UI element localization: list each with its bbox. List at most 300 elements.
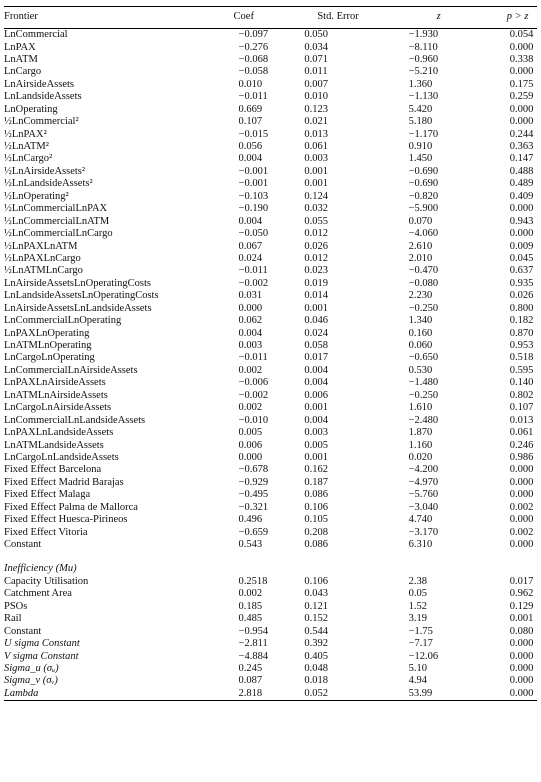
row-p: 0.000 — [509, 116, 534, 128]
row-std-error: 0.071 — [304, 53, 328, 65]
row-label: ½LnLandsideAssets² — [4, 178, 93, 190]
row-std-error: 0.162 — [304, 464, 328, 476]
row-z: 5.420 — [408, 103, 433, 115]
row-label: LnCargoLnAirsideAssets — [4, 402, 112, 414]
row-coef: 0.669 — [238, 103, 263, 115]
table-row — [4, 489, 537, 501]
row-z: −5.210 — [408, 66, 439, 78]
row-z: 1.160 — [408, 439, 433, 451]
row-std-error: 0.208 — [304, 526, 328, 538]
row-p: 0.986 — [509, 451, 534, 463]
row-p: 0.013 — [509, 414, 534, 426]
row-z: −0.470 — [408, 265, 439, 277]
row-std-error: 0.001 — [304, 402, 328, 414]
row-label: Capacity Utilisation — [4, 575, 89, 587]
row-z: −0.690 — [408, 165, 439, 177]
row-p: 0.000 — [509, 464, 534, 476]
row-p: 0.363 — [509, 141, 534, 152]
row-p: 0.000 — [509, 662, 534, 674]
table-row — [4, 601, 537, 613]
row-p: 0.000 — [509, 514, 534, 526]
row-coef: −0.929 — [238, 476, 269, 488]
row-label: LnPAXLnOperating — [4, 327, 90, 339]
row-z: 5.10 — [408, 662, 427, 674]
table-row — [4, 365, 537, 377]
table-row — [4, 303, 537, 315]
row-label: V sigma Constant — [4, 650, 79, 662]
row-coef: −4.884 — [238, 650, 269, 662]
row-label: Fixed Effect Malaga — [4, 489, 91, 501]
row-std-error: 0.003 — [304, 427, 328, 439]
table-row — [4, 452, 537, 464]
row-label: ½LnATM² — [4, 141, 49, 152]
row-p: 0.595 — [509, 364, 534, 376]
row-label: ½LnPAXLnCargo — [4, 252, 81, 264]
row-label: U sigma Constant — [4, 638, 80, 650]
row-coef: −0.001 — [238, 178, 269, 190]
row-coef: 0.056 — [238, 141, 263, 152]
row-coef: 2.818 — [179, 688, 300, 701]
row-p: 0.870 — [509, 327, 534, 339]
row-coef: −0.276 — [238, 41, 269, 53]
row-std-error: 0.055 — [304, 215, 328, 227]
row-p: 0.140 — [509, 377, 534, 389]
row-coef: 0.543 — [238, 539, 263, 550]
header-std-error: Std. Error — [299, 7, 363, 29]
row-p: 0.175 — [509, 78, 534, 90]
table-row — [4, 688, 537, 701]
inefficiency-title-row — [4, 563, 537, 575]
row-coef: 0.024 — [238, 252, 263, 264]
table-row — [4, 390, 537, 402]
row-coef: 0.005 — [238, 427, 263, 439]
table-row — [4, 340, 537, 352]
row-std-error: 0.043 — [304, 588, 328, 600]
row-coef: −0.011 — [238, 91, 268, 103]
row-label: LnAirsideAssets — [4, 78, 74, 90]
row-label: LnCommercialLnAirsideAssets — [4, 364, 138, 376]
row-z: −2.480 — [408, 414, 439, 426]
row-std-error: 0.007 — [304, 78, 328, 90]
row-std-error: 0.544 — [304, 625, 328, 637]
row-std-error: 0.086 — [304, 489, 328, 501]
row-std-error: 0.019 — [304, 277, 328, 289]
row-coef: 0.002 — [238, 364, 263, 376]
row-p: 0.962 — [509, 588, 534, 600]
row-std-error: 0.106 — [304, 575, 328, 587]
row-label: LnCargo — [4, 66, 42, 78]
table-row — [4, 216, 537, 228]
table-row — [4, 129, 537, 141]
row-label: ½LnCommercialLnATM — [4, 215, 110, 227]
row-std-error: 0.026 — [304, 240, 328, 252]
row-z: −4.060 — [408, 228, 439, 240]
row-z: −0.080 — [408, 277, 439, 289]
table-row — [4, 626, 537, 638]
row-z: −5.760 — [408, 489, 439, 501]
row-coef: −0.011 — [238, 352, 268, 364]
inefficiency-body — [4, 576, 537, 701]
row-coef: 0.004 — [238, 215, 263, 227]
table-row — [4, 240, 537, 252]
row-z: −5.900 — [408, 203, 439, 215]
row-std-error: 0.046 — [304, 315, 328, 327]
table-row — [4, 415, 537, 427]
row-std-error: 0.005 — [304, 439, 328, 451]
row-label: LnCargoLnOperating — [4, 352, 95, 364]
regression-table — [4, 6, 537, 701]
row-p: 0.026 — [509, 290, 534, 302]
row-std-error: 0.006 — [304, 389, 328, 401]
row-std-error: 0.021 — [304, 116, 328, 128]
row-z: 2.38 — [408, 575, 427, 587]
row-p: 0.802 — [509, 389, 534, 401]
table-row — [4, 116, 537, 128]
row-coef: −0.321 — [238, 501, 269, 513]
row-label: LnATMLnAirsideAssets — [4, 389, 108, 401]
row-p: 0.000 — [509, 66, 534, 78]
table-row — [4, 527, 537, 539]
row-z: −1.170 — [408, 128, 439, 140]
row-coef: −0.011 — [238, 265, 268, 277]
row-label: LnCommercialLnLandsideAssets — [4, 414, 146, 426]
row-z: 3.19 — [408, 613, 427, 625]
row-std-error: 0.105 — [304, 514, 328, 526]
header-frontier: Frontier — [4, 7, 179, 29]
row-label: Fixed Effect Madrid Barajas — [4, 476, 124, 488]
row-coef: 0.062 — [238, 315, 263, 327]
header-z: z — [364, 7, 495, 29]
row-std-error: 0.003 — [304, 153, 328, 165]
row-std-error: 0.001 — [304, 178, 328, 190]
table-row — [4, 402, 537, 414]
row-p: 0.061 — [509, 427, 534, 439]
table-row — [4, 675, 537, 687]
row-std-error: 0.004 — [304, 377, 328, 389]
row-std-error: 0.001 — [304, 165, 328, 177]
row-coef: −0.015 — [238, 128, 269, 140]
row-z: 0.020 — [408, 451, 433, 463]
row-z: 2.010 — [408, 252, 433, 264]
row-std-error: 0.004 — [304, 414, 328, 426]
row-z: 2.610 — [408, 240, 433, 252]
row-p: 0.045 — [509, 252, 534, 264]
row-z: −8.110 — [408, 41, 438, 53]
table-header-row — [4, 7, 537, 29]
row-coef: 0.004 — [238, 327, 263, 339]
row-label: Lambda — [4, 688, 179, 701]
row-z: 1.360 — [408, 78, 433, 90]
row-label: LnATM — [4, 53, 38, 65]
row-coef: 0.496 — [238, 514, 263, 526]
row-coef: −0.002 — [238, 389, 269, 401]
table-row — [4, 191, 537, 203]
row-coef: −0.103 — [238, 190, 269, 202]
row-label: ½LnCommercialLnPAX — [4, 203, 108, 215]
row-p: 0.000 — [509, 228, 534, 240]
row-coef: 0.000 — [238, 302, 263, 314]
row-std-error: 0.392 — [304, 638, 328, 650]
row-std-error: 0.187 — [304, 476, 328, 488]
table-row — [4, 66, 537, 78]
row-coef: 0.003 — [238, 340, 263, 351]
row-label: Fixed Effect Palma de Mallorca — [4, 501, 138, 513]
row-label: ½LnCommercial² — [4, 116, 79, 128]
row-z: −0.820 — [408, 190, 439, 202]
table-row — [4, 638, 537, 650]
row-std-error: 0.017 — [304, 352, 328, 364]
row-label: LnOperating — [4, 103, 58, 115]
row-label: ½LnATMLnCargo — [4, 265, 83, 277]
row-p: 0.943 — [509, 215, 534, 227]
row-std-error: 0.032 — [304, 203, 328, 215]
row-p: 0.800 — [509, 302, 534, 314]
row-coef: −0.659 — [238, 526, 269, 538]
row-label: LnPAXLnAirsideAssets — [4, 377, 106, 389]
row-z: 1.340 — [408, 315, 433, 327]
row-std-error: 0.106 — [304, 501, 328, 513]
table-row — [4, 265, 537, 277]
row-coef: 0.006 — [238, 439, 263, 451]
row-std-error: 0.050 — [304, 29, 328, 41]
row-label: LnLandsideAssets — [4, 91, 82, 103]
row-coef: 0.004 — [238, 153, 263, 165]
table-row — [4, 514, 537, 526]
row-label: ½LnOperating² — [4, 190, 69, 202]
row-p: 0.017 — [509, 575, 534, 587]
row-std-error: 0.023 — [304, 265, 328, 277]
table-row — [4, 502, 537, 514]
row-z: 1.870 — [408, 427, 433, 439]
row-z: −0.960 — [408, 53, 439, 65]
row-z: −7.17 — [408, 638, 433, 650]
row-coef: −0.010 — [238, 414, 269, 426]
table-row — [4, 315, 537, 327]
row-p: 0.147 — [509, 153, 534, 165]
row-p: 0.637 — [509, 265, 534, 277]
row-p: 0.000 — [509, 539, 534, 550]
row-z: −1.480 — [408, 377, 439, 389]
row-p: 0.000 — [509, 476, 534, 488]
row-z: −0.650 — [408, 352, 439, 364]
table-row — [4, 153, 537, 165]
row-z: 4.740 — [408, 514, 433, 526]
row-z: −1.930 — [408, 29, 439, 41]
row-z: 0.070 — [408, 215, 433, 227]
row-p: 0.259 — [509, 91, 534, 103]
row-label: Catchment Area — [4, 588, 72, 600]
table-row — [4, 54, 537, 66]
row-z: 6.310 — [408, 539, 433, 550]
row-std-error: 0.124 — [304, 190, 328, 202]
table-row — [4, 290, 537, 302]
row-p: 0.054 — [509, 29, 534, 41]
row-p: 0.000 — [509, 203, 534, 215]
table-row — [4, 377, 537, 389]
row-p: 0.488 — [509, 165, 534, 177]
row-label: ½LnPAX² — [4, 128, 47, 140]
row-std-error: 0.013 — [304, 128, 328, 140]
row-label: LnATMLandsideAssets — [4, 439, 104, 451]
row-std-error: 0.010 — [304, 91, 328, 103]
row-z: −4.970 — [408, 476, 439, 488]
row-coef: 0.067 — [238, 240, 263, 252]
row-std-error: 0.011 — [304, 66, 328, 78]
row-z: −1.75 — [408, 625, 433, 637]
inefficiency-title: Inefficiency (Mu) — [4, 563, 77, 575]
row-label: LnCargoLnLandsideAssets — [4, 451, 119, 463]
row-std-error: 0.004 — [304, 364, 328, 376]
row-p: 0.002 — [509, 526, 534, 538]
row-coef: −0.190 — [238, 203, 269, 215]
row-p: 0.000 — [509, 103, 534, 115]
row-std-error: 0.012 — [304, 252, 328, 264]
row-p: 0.000 — [495, 688, 537, 701]
row-label: ½LnAirsideAssets² — [4, 165, 86, 177]
row-z: 2.230 — [408, 290, 433, 302]
header-coef: Coef — [179, 7, 300, 29]
row-coef: 0.107 — [238, 116, 263, 128]
table-row — [4, 203, 537, 215]
table-row — [4, 539, 537, 551]
row-label: LnAirsideAssetsLnOperatingCosts — [4, 277, 151, 289]
row-std-error: 0.058 — [304, 340, 328, 351]
row-z: 0.05 — [408, 588, 427, 600]
row-z: 0.160 — [408, 327, 433, 339]
row-z: 1.610 — [408, 402, 433, 414]
row-z: −0.690 — [408, 178, 439, 190]
table-row — [4, 352, 537, 364]
table-row — [4, 464, 537, 476]
row-z: 1.450 — [408, 153, 433, 165]
row-z: −1.130 — [408, 91, 439, 103]
row-label: Fixed Effect Vitoria — [4, 526, 88, 538]
frontier-body — [4, 29, 537, 552]
row-label: Constant — [4, 625, 42, 637]
row-z: 0.910 — [408, 141, 433, 152]
table-row — [4, 477, 537, 489]
table-row — [4, 41, 537, 53]
row-label: Fixed Effect Huesca-Pirineos — [4, 514, 128, 526]
row-std-error: 0.024 — [304, 327, 328, 339]
row-coef: 0.245 — [238, 662, 263, 674]
row-std-error: 0.061 — [304, 141, 328, 152]
row-p: 0.338 — [509, 53, 534, 65]
row-p: 0.000 — [509, 489, 534, 501]
table-row — [4, 613, 537, 625]
row-label: PSOs — [4, 600, 28, 612]
row-std-error: 0.034 — [304, 41, 328, 53]
row-std-error: 0.121 — [304, 600, 328, 612]
row-std-error: 0.152 — [304, 613, 328, 625]
row-label: ½LnPAXLnATM — [4, 240, 78, 252]
row-z: 1.52 — [408, 600, 427, 612]
row-z: −0.250 — [408, 389, 439, 401]
row-label: LnLandsideAssetsLnOperatingCosts — [4, 290, 159, 302]
row-p: 0.080 — [509, 625, 534, 637]
table-row — [4, 427, 537, 439]
row-label: LnPAXLnLandsideAssets — [4, 427, 114, 439]
row-label: LnATMLnOperating — [4, 340, 92, 351]
row-std-error: 0.014 — [304, 290, 328, 302]
row-label: Fixed Effect Barcelona — [4, 464, 102, 476]
row-p: 0.935 — [509, 277, 534, 289]
row-p: 0.953 — [509, 340, 534, 351]
row-coef: 0.485 — [238, 613, 263, 625]
table-row — [4, 228, 537, 240]
row-coef: 0.000 — [238, 451, 263, 463]
row-z: −0.250 — [408, 302, 439, 314]
row-coef: −0.097 — [238, 29, 269, 41]
row-p: 0.000 — [509, 638, 534, 650]
table-row — [4, 166, 537, 178]
table-row — [4, 79, 537, 91]
header-p: p > z — [495, 7, 537, 29]
row-coef: −0.050 — [238, 228, 269, 240]
table-row — [4, 650, 537, 662]
row-p: 0.518 — [509, 352, 534, 364]
row-label: ½LnCargo² — [4, 153, 53, 165]
row-std-error: 0.012 — [304, 228, 328, 240]
row-std-error: 0.001 — [304, 302, 328, 314]
row-coef: −0.954 — [238, 625, 269, 637]
table-row — [4, 178, 537, 190]
row-std-error: 0.123 — [304, 103, 328, 115]
row-p: 0.000 — [509, 675, 534, 687]
row-p: 0.129 — [509, 600, 534, 612]
row-z: −3.170 — [408, 526, 439, 538]
row-p: 0.182 — [509, 315, 534, 327]
row-coef: −0.002 — [238, 277, 269, 289]
row-coef: −0.068 — [238, 53, 269, 65]
row-coef: 0.185 — [238, 600, 263, 612]
table-row — [4, 278, 537, 290]
row-std-error: 0.001 — [304, 451, 328, 463]
table-row — [4, 588, 537, 600]
table-row — [4, 29, 537, 42]
row-z: −12.06 — [408, 650, 439, 662]
row-std-error: 0.405 — [304, 650, 328, 662]
table-row — [4, 253, 537, 265]
row-p: 0.002 — [509, 501, 534, 513]
row-label: Sigma_v (σᵥ) — [4, 675, 58, 687]
table-row — [4, 439, 537, 451]
row-z: −3.040 — [408, 501, 439, 513]
row-coef: −2.811 — [238, 638, 268, 650]
table-row — [4, 91, 537, 103]
row-label: Sigma_u (σᵤ) — [4, 662, 59, 674]
row-z: 5.180 — [408, 116, 433, 128]
row-coef: −0.678 — [238, 464, 269, 476]
row-coef: 0.087 — [238, 675, 263, 687]
row-label: LnPAX — [4, 41, 36, 53]
row-coef: −0.006 — [238, 377, 269, 389]
row-p: 0.409 — [509, 190, 534, 202]
table-row — [4, 328, 537, 340]
row-p: 0.000 — [509, 41, 534, 53]
row-p: 0.246 — [509, 439, 534, 451]
row-z: 4.94 — [408, 675, 427, 687]
row-coef: −0.001 — [238, 165, 269, 177]
row-coef: 0.2518 — [238, 575, 268, 587]
row-z: −4.200 — [408, 464, 439, 476]
row-p: 0.009 — [509, 240, 534, 252]
row-label: LnAirsideAssetsLnLandsideAssets — [4, 302, 152, 314]
row-label: ½LnCommercialLnCargo — [4, 228, 113, 240]
row-label: Constant — [4, 539, 42, 550]
row-coef: 0.010 — [238, 78, 263, 90]
row-z: 53.99 — [364, 688, 495, 701]
